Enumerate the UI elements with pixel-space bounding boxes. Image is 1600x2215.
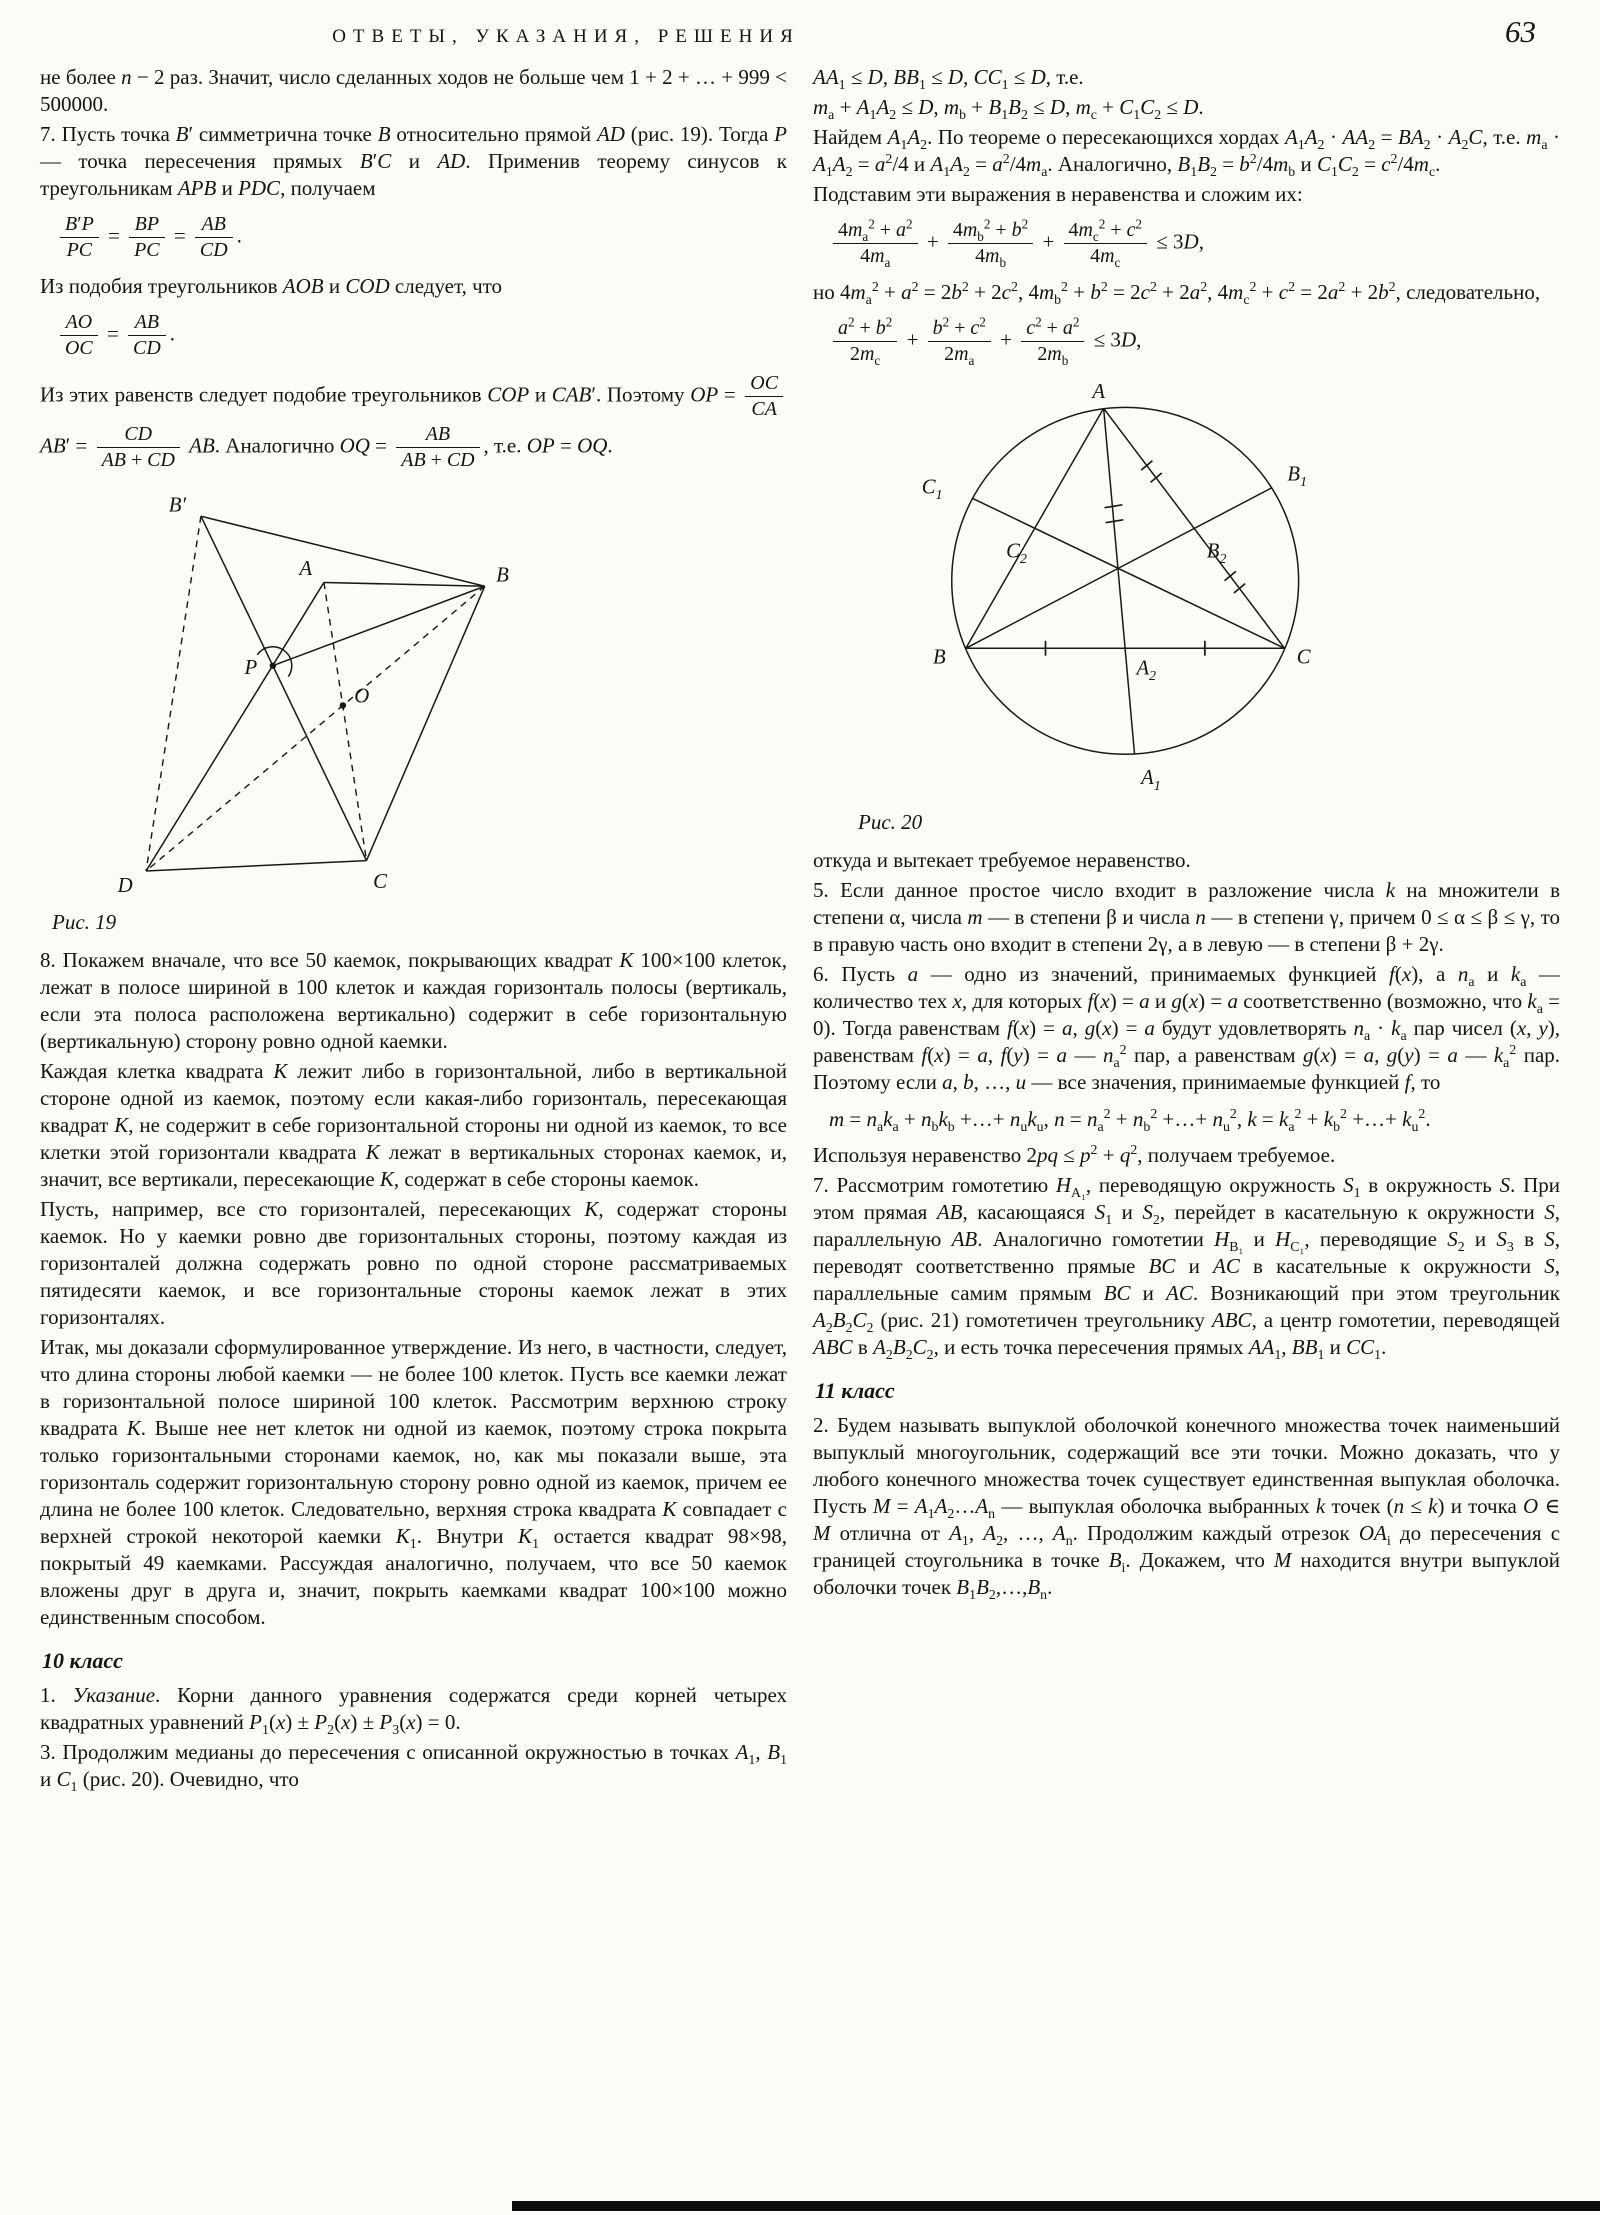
point-label: B [496,561,509,586]
point-label: B′ [168,491,187,516]
paragraph-list [813,64,1560,367]
point-label: C [373,868,387,893]
text-paragraph: 7. Пусть точка B′ симметрична точке B относительно прямой AD (рис. 19). Тогда P — точка пересечения прямых B′C и AD. Применив теорему синусов к треугольникам APB и PDC, получаем [40,122,787,200]
figure-20 [858,379,1560,835]
figure-19-caption: Рис. 19 [52,909,117,934]
fig20-triangle-and-medians [966,408,1285,754]
point-label: B [933,646,946,669]
fig19-dashed-lines [146,516,485,871]
figure-19 [40,485,787,935]
figure-20-caption: Рис. 20 [858,809,923,834]
text-paragraph: Найдем $A_1A_2$. По теореме о пересекающихся хордах $A_1A_2 \cdot AA_2 = BA_2 \cdot A_2C$, т.е. $m_a \cdot A_1A_2 = a^2/4$ и $A_1A_2 = a^2/4m_a$. Аналогично, $B_1B_2 = b^2/4m_b$ и $C_1C_2 = c^2/4m_c$. [813,125,1560,180]
fig20-drawing [858,379,1383,806]
display-formula: $\frac{4m_a^2 + a^2}{4m_a}$ + $\frac{4m_b^2 + b^2}{4m_b}$ + $\frac{4m_c^2 + c^2}{4m_c}$ ≤ 3D, [829,218,1560,269]
text-paragraph: Подставим эти выражения в неравенства и сложим их: [813,182,1303,206]
text-paragraph: Из этих равенств следует подобие треугольников COP и CAB′. Поэтому OP = $\frac{OC}{CA}$ AB′ = $\frac{CD}{AB + CD}$ AB. Аналогично OQ = $\frac{AB}{AB + CD}$ , т.е. OP = OQ. [40,371,787,473]
fig19-drawing [40,485,570,906]
text-paragraph: 7. Рассмотрим гомотетию $H_{A_1}$, переводящую окружность $S_1$ в окружность S. При этом прямая AB, касающаяся $S_1$ и $S_2$, перейдет в касательную к окружности S, параллельную AB. Аналогично гомотетии $H_{B_1}$ и $H_{C_1}$, переводящие $S_2$ и $S_3$ в S, переводят соответственно прямые BC и AC в касательные к окружности S, параллельные самим прямым BC и AC. Возникающий при этом треугольник $A_2B_2C_2$ (рис. 21) гомотетичен треугольнику ABC, а центр гомотетии, переводящей ABC в $A_2B_2C_2$, и есть точка пересечения прямых $AA_1$, $BB_1$ и $CC_1$. [813,1173,1561,1363]
point-label: $C_2$ [1006,540,1027,567]
paragraph-list [40,947,787,1793]
fig20-point-labels [922,381,1311,794]
point-label: $A_2$ [1136,657,1157,684]
point-label: A [299,555,313,580]
point-label: $A_1$ [1141,766,1161,794]
point-label: O [354,683,370,708]
display-formula: $\frac{a^2 + b^2}{2m_c}$ + $\frac{b^2 + c^2}{2m_a}$ + $\frac{c^2 + a^2}{2m_b}$ ≤ 3D, [829,316,1560,367]
text-paragraph: но $4m_a^2 + a^2 = 2b^2 + 2c^2$, $4m_b^2 + b^2 = 2c^2 + 2a^2$, $4m_c^2 + c^2 = 2a^2 + 2b^2$, следовательно, [813,278,1541,308]
point-label: C [1296,646,1311,669]
text-paragraph: Каждая клетка квадрата K лежит либо в горизонтальной, либо в вертикальной стороне одной из каемок, поэтому если какая-либо горизонталь, пересекающая квадрат K, не содержит в себе горизонтальной стороны ни одной из каемок, то все клетки этой горизонтали квадрата K лежат в вертикальных сторонах каемок, и, значит, все вертикали, пересекающие K, содержат в себе стороны каемок. [40,1058,788,1191]
section-heading: 11 класс [815,1378,895,1403]
text-paragraph: не более n − 2 раз. Значит, число сделанных ходов не больше чем 1 + 2 + … + 999 < 500000. [40,65,787,116]
paragraph-list [813,847,1560,1601]
section-heading: 10 класс [42,1647,123,1673]
right-column [813,64,1560,1796]
text-paragraph: 3. Продолжим медианы до пересечения с описанной окружностью в точках $A_1$, $B_1$ и $C_1$ (рис. 20). Очевидно, что [40,1739,788,1794]
text-paragraph: 1. Указание. Корни данного уравнения содержатся среди корней четырех квадратных уравнений $P_1(x) \pm P_2(x) \pm P_3(x) = 0$. [40,1682,788,1737]
display-formula: $m = n_ak_a + n_bk_b$ +…+ $n_uk_u$, $n = n_a^2 + n_b^2$ +…+ $n_u^2$, $k = k_a^2 + k_b^2$ +…+ $k_u^2$. [829,1105,1431,1134]
text-paragraph: $AA_1 \le D$, $BB_1 \le D$, $CC_1 \le D$, т.е. [813,65,1084,93]
fig19-points [270,662,346,708]
text-paragraph: $m_a + A_1A_2 \le D$, $m_b + B_1B_2 \le D$, $m_c + C_1C_2 \le D$. [813,95,1204,123]
text-paragraph: 2. Будем называть выпуклой оболочкой конечного множества точек наименьший выпуклый многоугольник, содержащий все эти точки. Можно доказать, что у любого конечного множества точек существует единственная выпуклая оболочка. Пусть $M = A_1A_2\dots A_n$ — выпуклая оболочка выбранных k точек (n ≤ k) и точка O ∈ M отлична от $A_1$, $A_2$, …, $A_n$. Продолжим каждый отрезок $OA_i$ до пересечения с границей стоугольника в точке $B_i$. Докажем, что M находится внутри выпуклой оболочки точек $B_1B_2,\dots,B_n$. [813,1413,1561,1603]
page-number: 63 [1505,14,1536,49]
scan-edge-artifact [512,2201,1600,2211]
point-label: $B_1$ [1287,463,1307,490]
text-paragraph: Используя неравенство $2pq \le p^2 + q^2$, получаем требуемое. [813,1142,1336,1167]
left-column [40,64,787,1796]
two-column-layout [40,64,1560,1796]
text-paragraph: 6. Пусть a — одно из значений, принимаемых функцией f(x), а $n_a$ и $k_a$ — количество тех x, для которых f(x) = a и g(x) = a соответственно (возможно, что $k_a = 0$). Тогда равенствам f(x) = a, g(x) = a будут удовлетворять $n_a \cdot k_a$ пар чисел (x, y), равенствам f(x) = a, f(y) = a — $n_a^2$ пар, а равенствам g(x) = a, g(y) = a — $k_a^2$ пар. Поэтому если a, b, …, u — все значения, принимаемые функцией f, то [813,961,1561,1094]
point-label: $B_2$ [1206,540,1227,567]
fig19-solid-lines [146,516,485,871]
text-paragraph: Итак, мы доказали сформулированное утверждение. Из него, в частности, следует, что длина стороны любой каемки — не более 100 клеток. Пусть все каемки лежат в горизонтальной полосе шириной 100 клеток. Рассмотрим верхнюю строку квадрата K. Выше нее нет клеток ни одной из каемок, поэтому строка покрыта только горизонтальными сторонами каемок, но, как мы показали выше, эта горизонталь содержит горизонтальную сторону ровно одной из каемок, причем ее длина не более 100 клеток. Следовательно, верхняя строка квадрата K совпадает с верхней строкой некоторой каемки $K_1$. Внутри $K_1$ остается квадрат 98×98, покрытый 49 каемками. Рассуждая аналогично, получаем, что все 50 каемок вложены друг в друга и, значит, покрыть каемками квадрат 100×100 можно единственным способом. [40,1334,788,1629]
text-paragraph: откуда и вытекает требуемое неравенство. [813,847,1191,872]
text-paragraph: 8. Покажем вначале, что все 50 каемок, покрывающих квадрат K 100×100 клеток, лежат в полосе шириной в 100 клеток и каждая горизонталь полосы (вертикаль, если эта полоса расположена вертикально) содержит в себе горизонтальную (вертикальную) сторону ровно одной каемки. [40,947,787,1053]
paragraph-list [40,64,787,473]
text-paragraph: Из подобия треугольников AOB и COD следует, что [40,273,503,298]
point-label: $C_1$ [921,476,943,503]
fig19-point-labels [117,492,509,896]
text-paragraph: 5. Если данное простое число входит в разложение числа k на множители в степени α, числа m — в степени β и числа n — в степени γ, причем 0 ≤ α ≤ β ≤ γ, то в правую часть оно входит в степени 2γ, а в левую — в степени β + 2γ. [813,877,1560,956]
display-formula: $\frac{AO}{OC}$ = $\frac{AB}{CD}$ . [56,310,787,361]
display-formula: $\frac{B'P}{PC}$ = $\frac{BP}{PC}$ = $\frac{AB}{CD}$ . [56,212,787,263]
text-paragraph: Пусть, например, все сто горизонталей, пересекающих K, содержат стороны каемок. Но у каемки ровно две горизонтальных стороны, поэтому каждая из горизонталей должна содержать ровно по одной стороне рассматриваемых пятидесяти каемок, и все горизонтальные стороны каемок лежат в этих горизонталях. [40,1196,787,1329]
running-title: ОТВЕТЫ, УКАЗАНИЯ, РЕШЕНИЯ [332,26,800,47]
point-label: D [117,872,133,897]
point-label: A [1092,380,1105,403]
point-label: P [244,654,258,679]
